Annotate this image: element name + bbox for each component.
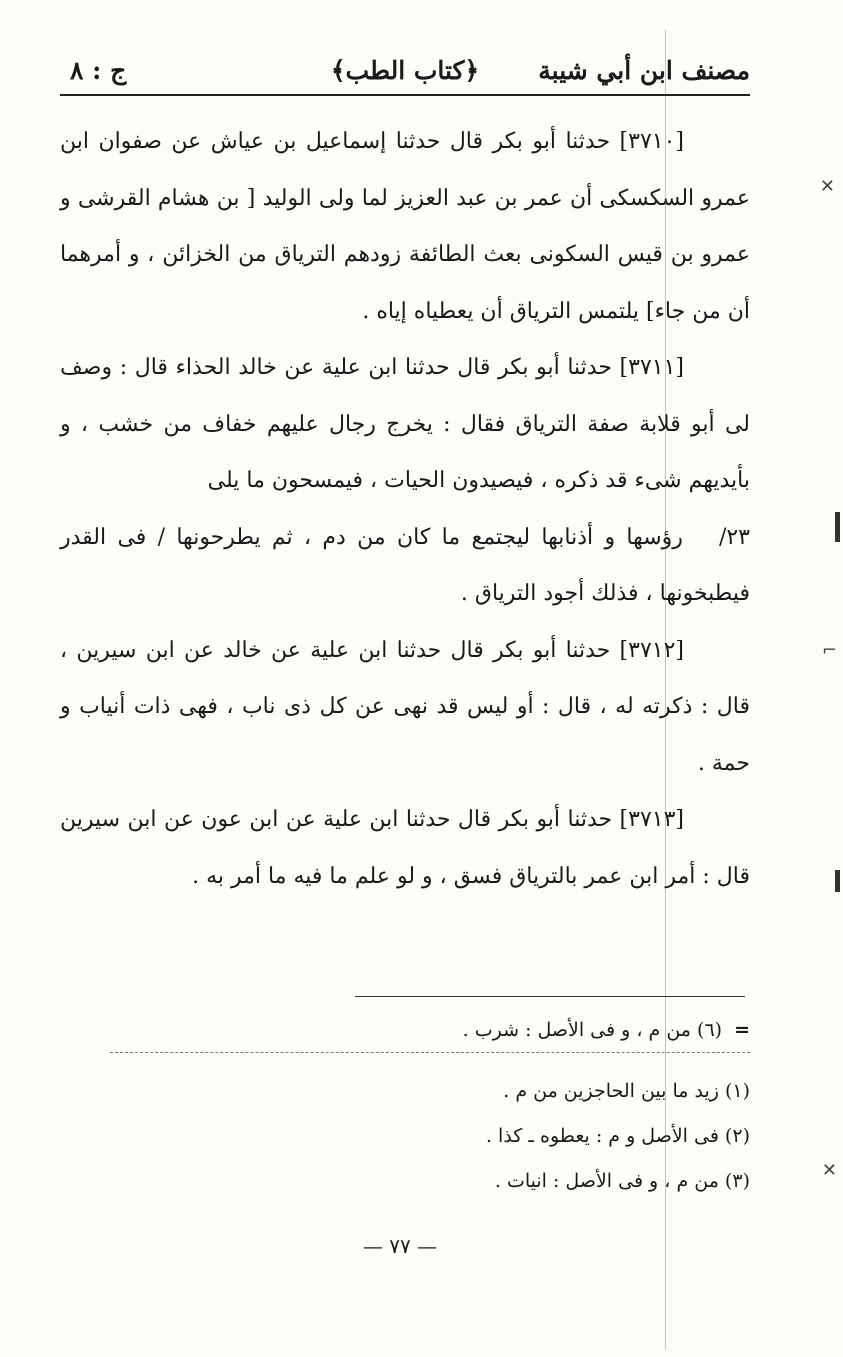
continuation-mark: = xyxy=(734,1019,750,1041)
footnote-continued xyxy=(110,1010,750,1053)
footnote-separator xyxy=(355,996,745,997)
scan-speck-mark: ✕ xyxy=(819,176,835,197)
footnote-item: (١) زيد ما بين الحاجزين من م . xyxy=(503,1080,750,1102)
paragraph-3711-tail: رؤسها و أذنابها ليجتمع ما كان من دم ، ثم يطرحونها / فى القدر فيطبخونها ، فذلك أجود الترياق . xyxy=(60,524,750,606)
paragraph-3711: [٣٧١١] حدثنا أبو بكر قال حدثنا ابن علية عن خالد الحذاء قال : وصف لى أبو قلابة صفة الترياق فقال : يخرج رجال عليهم خفاف من خشب ، و بأيديهم شىء قد ذكره ، فيصيدون الحيات ، فيمسحون ما يلى xyxy=(60,355,750,493)
footnote-continued-text: (٦) من م ، و فى الأصل : شرب . xyxy=(462,1019,723,1041)
footnotes xyxy=(110,1010,750,1204)
scan-speck-mark: ✕ xyxy=(821,1160,837,1181)
paragraph-3712: [٣٧١٢] حدثنا أبو بكر قال حدثنا ابن علية عن خالد عن ابن سيرين ، قال : ذكرته له ، قال : أو ليس قد نهى عن كل ذى ناب ، فهى ذات أنياب و حمة . xyxy=(60,637,750,776)
paragraph-3710: [٣٧١٠] حدثنا أبو بكر قال حدثنا إسماعيل بن عياش عن صفوان ابن عمرو السكسكى أن عمر بن عبد العزيز لما ولى الوليد [ بن هشام القرشى و عمرو بن قيس السكونى بعث الطائفة زودهم الترياق من الخزائن ، و أمرهما أن من جاء] يلتمس الترياق أن يعطياه إياه . xyxy=(60,129,750,324)
running-header xyxy=(60,52,750,96)
header-chapter-title: ﴿كتاب الطب﴾ xyxy=(330,56,480,85)
paragraph-3713: [٣٧١٣] حدثنا أبو بكر قال حدثنا ابن علية عن ابن عون عن ابن سيرين قال : أمر ابن عمر بالترياق فسق ، و لو علم ما فيه ما أمر به . xyxy=(60,807,750,889)
header-book-title: مصنف ابن أبي شيبة xyxy=(538,56,750,85)
scan-speck-mark: ⌐ xyxy=(821,640,837,661)
scan-edge-mark xyxy=(835,512,840,542)
scan-fold-line xyxy=(665,30,666,1350)
footnote-list xyxy=(110,1069,750,1204)
page xyxy=(60,52,750,905)
paragraph-3711-continued xyxy=(60,510,750,623)
footnote-item: (٢) فى الأصل و م : يعطوه ـ كذا . xyxy=(485,1125,750,1147)
main-text xyxy=(60,114,750,905)
page-number: — ٧٧ — xyxy=(362,1234,438,1258)
header-volume: ج : ٨ xyxy=(70,56,127,85)
footnote-item: (٣) من م ، و فى الأصل : انيات . xyxy=(494,1170,750,1192)
folio-marker: ٢٣/ xyxy=(718,524,750,550)
scan-edge-mark xyxy=(835,870,840,892)
